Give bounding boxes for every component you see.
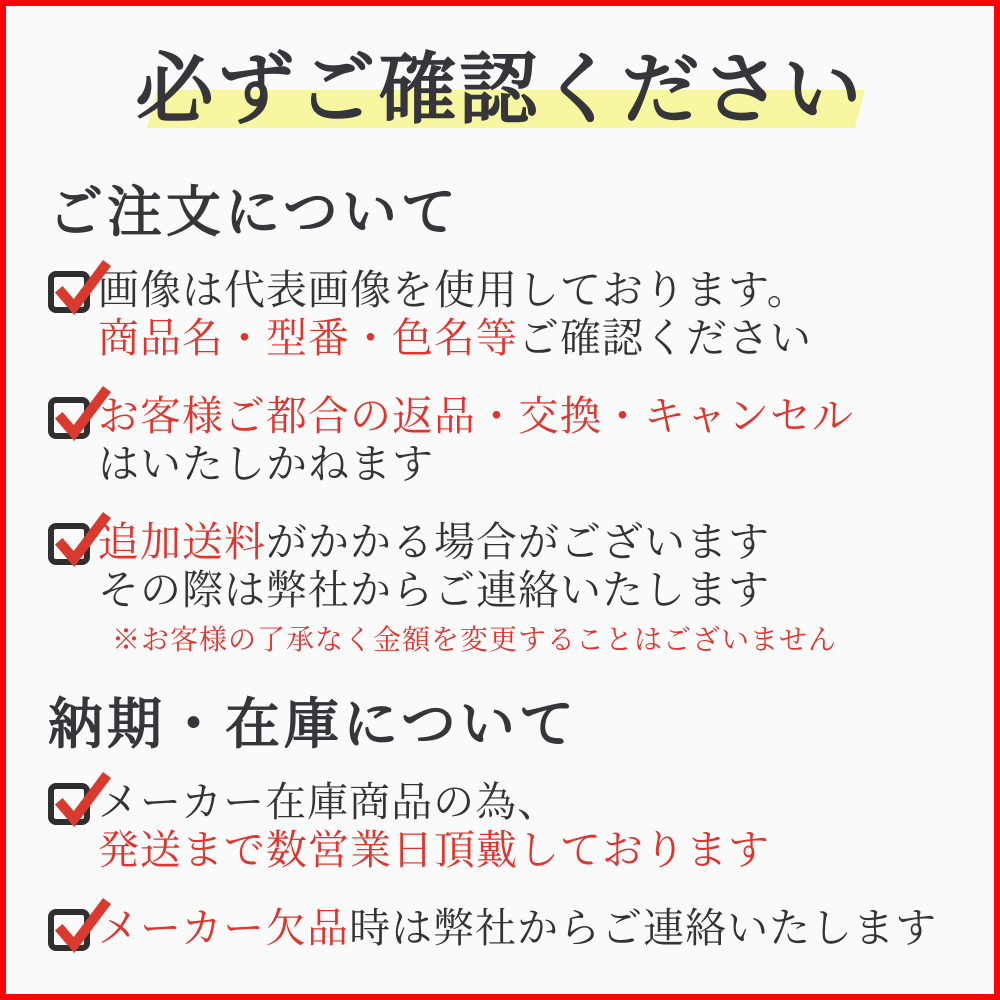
red-check-icon <box>52 899 108 955</box>
text-segment: その際は弊社からご連絡いたします <box>98 565 770 614</box>
section-heading: ご注文について <box>48 179 460 244</box>
item-text-line <box>98 315 812 363</box>
text-segment: 発送まで数営業日頂戴しております <box>98 825 770 874</box>
checked-checkbox-icon <box>48 271 90 313</box>
item-text-line <box>98 441 854 489</box>
text-segment: メーカー在庫商品の為、 <box>98 777 560 826</box>
text-segment: がかかる場合がございます <box>266 517 770 566</box>
text-segment: 商品名・型番・色名等 <box>98 313 518 362</box>
item-text-line <box>98 779 770 827</box>
text-segment: メーカー欠品 <box>98 903 350 952</box>
checked-checkbox-icon <box>48 397 90 439</box>
red-check-icon <box>52 387 108 443</box>
text-segment: ご確認ください <box>518 313 812 362</box>
text-segment: お客様ご都合の返品・交換・キャンセル <box>98 391 854 440</box>
checked-checkbox-icon <box>48 909 90 951</box>
item-text <box>98 393 854 489</box>
item-text-line <box>98 905 937 953</box>
red-check-icon <box>52 773 108 829</box>
item-text-line <box>98 267 812 315</box>
title-block <box>6 40 994 144</box>
sections-container <box>6 178 994 953</box>
text-segment: 追加送料 <box>98 517 266 566</box>
item-text-line <box>98 519 837 567</box>
item-text <box>98 519 837 657</box>
checked-checkbox-icon <box>48 783 90 825</box>
section-heading: 納期・在庫について <box>48 691 578 757</box>
checked-checkbox-icon <box>48 523 90 565</box>
item-text <box>98 779 770 875</box>
page-title: 必ずご確認ください <box>135 44 865 135</box>
checklist-item <box>48 519 964 657</box>
checklist-item <box>48 267 964 363</box>
item-text-line <box>98 393 854 441</box>
checklist-item <box>48 393 964 489</box>
text-segment: 画像は代表画像を使用しております。 <box>98 265 809 314</box>
item-text-line <box>98 827 770 875</box>
item-text <box>98 905 937 953</box>
red-check-icon <box>52 261 108 317</box>
item-text-line <box>98 567 837 615</box>
checklist-item <box>48 905 964 953</box>
text-segment: 時は弊社からご連絡いたします <box>349 903 938 952</box>
item-note: ※お客様の了承なく金額を変更することはございません <box>112 622 838 656</box>
red-check-icon <box>52 513 108 569</box>
checklist-item <box>48 779 964 875</box>
text-segment: はいたしかねます <box>98 439 434 488</box>
item-text <box>98 267 812 363</box>
